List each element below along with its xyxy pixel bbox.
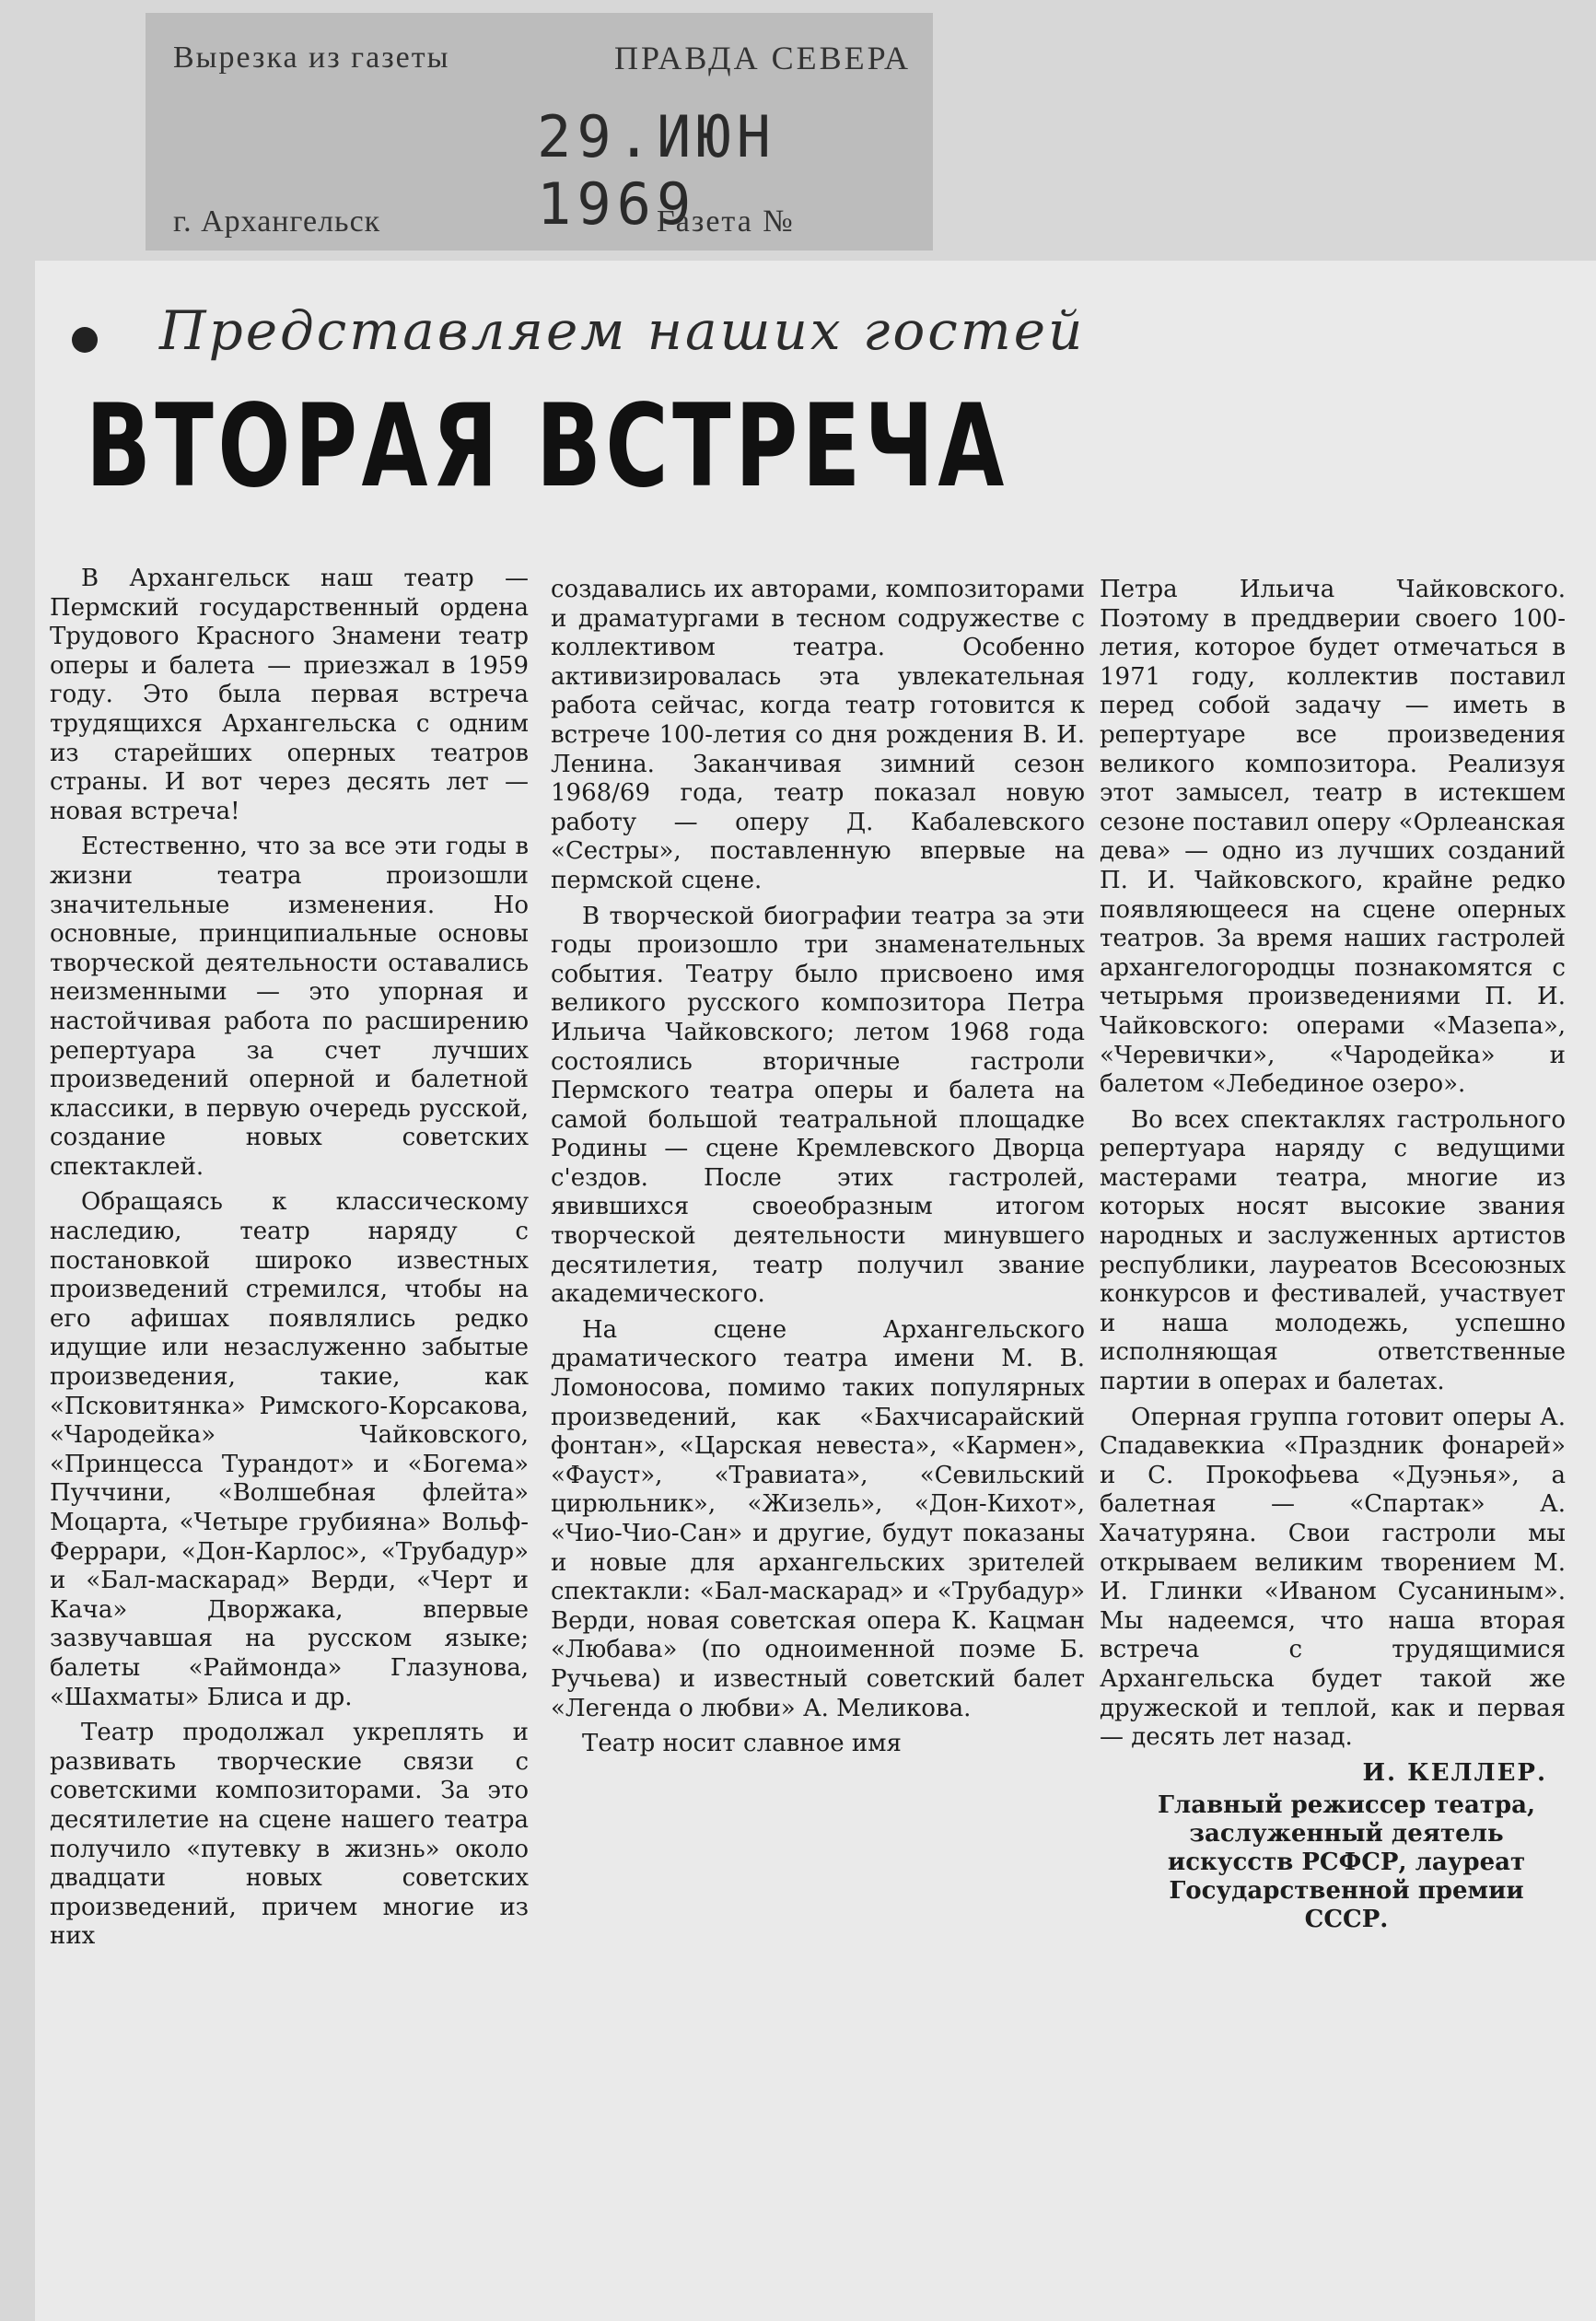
paragraph: Обращаясь к классическому наследию, театр наряду с постановкой широко известных произведений стремился, чтобы на его афишах появлялись редко идущие или незаслуженно забытые произведения, такие, как «Псковитянка» Римского-Корсакова, «Чародейка» Чайковского, «Принцесса Турандот» и «Богема» Пуччини, «Волшебная флейта» Моцарта, «Четыре грубияна» Вольф-Феррари, «Дон-Карлос», «Трубадур» и «Бал-маскарад» Верди, «Черт и Кача» Дворжака, впервые зазвучавшая на русском языке; балеты «Раймонда» Глазунова, «Шахматы» Блиса и др. bbox=[50, 1188, 529, 1711]
paragraph: создавались их авторами, композиторами и драматургами в тесном содружестве с коллективом театра. Особенно активизировалась эта увлекательная работа сейчас, когда театр готовится к встрече 100-летия со дня рождения В. И. Ленина. Заканчивая зимний сезон 1968/69 года, театр показал новую работу — оперу Д. Кабалевского «Сестры», поставленную впервые на пермской сцене. bbox=[551, 576, 1085, 894]
author-name: И. КЕЛЛЕР. bbox=[1362, 1758, 1547, 1787]
article-headline: ВТОРАЯ ВСТРЕЧА bbox=[86, 380, 1008, 513]
paragraph: Петра Ильича Чайковского. Поэтому в преддверии своего 100-летия, которое будет отмечаться в 1971 году, коллектив поставил перед собой задачу — иметь в репертуаре все произведения великого композитора. Реализуя этот замысел, театр в истекшем сезоне поставил оперу «Орлеанская дева» — одно из лучших созданий П. И. Чайковского, крайне редко появляющееся на сцене оперных театров. За время наших гастролей архангелогородцы познакомятся с четырьмя произведениями П. И. Чайковского: операми «Мазепа», «Черевички», «Чародейка» и балетом «Лебединое озеро». bbox=[1100, 576, 1566, 1099]
paragraph: Театр носит славное имя bbox=[582, 1730, 902, 1758]
label-issue: Газета № bbox=[657, 204, 795, 239]
article-column-2 bbox=[551, 576, 1085, 1766]
clipping-label bbox=[146, 13, 933, 251]
newspaper-article bbox=[35, 261, 1596, 2321]
paragraph: Театр продолжал укреплять и развивать творческие связи с советскими композиторами. За это десятилетие на сцене нашего театра получило «путевку в жизнь» около двадцати новых советских произведений, причем многие из них bbox=[50, 1719, 529, 1951]
paragraph: На сцене Архангельского драматического театра имени М. В. Ломоносова, помимо таких популярных произведений, как «Бахчисарайский фонтан», «Царская невеста», «Кармен», «Фауст», «Травиата», «Севильский цирюльник», «Жизель», «Дон-Кихот», «Чио-Чио-Сан» и другие, будут показаны и новые для архангельских зрителей спектакли: «Бал-маскарад» и «Трубадур» Верди, новая советская опера К. Кацман «Любава» (по одноименной поэме Б. Ручьева) и известный советский балет «Легенда о любви» А. Меликова. bbox=[551, 1315, 1085, 1722]
paragraph: Естественно, что за все эти годы в жизни театра произошли значительные изменения. Но основные, принципиальные основы творческой деятельности оставались неизменными — это упорная и настойчивая работа по расширению репертуара за счет лучших произведений оперной и балетной классики, в первую очередь русской, создание новых советских спектаклей. bbox=[50, 833, 529, 1181]
label-newspaper-name: ПРАВДА СЕВЕРА bbox=[613, 40, 911, 76]
article-rubric: Представляем наших гостей bbox=[159, 299, 1086, 362]
article-column-3 bbox=[1100, 576, 1566, 1934]
paragraph: Оперная группа готовит оперы А. Спадавеккиа «Праздник фонарей» и С. Прокофьева «Дуэнья», а балетная — «Спартак» А. Хачатуряна. Свои гастроли мы открываем великим творением М. И. Глинки «Иваном Сусаниным». Мы надеемся, что наша вторая встреча с трудящимися Архангельска будет такой же дружеской и теплой, как и первая — десять лет назад. bbox=[1100, 1403, 1566, 1752]
label-date-stamp: 29.ИЮН 1969 bbox=[537, 103, 776, 238]
paragraph: Во всех спектаклях гастрольного репертуара наряду с ведущими мастерами театра, многие из которых носят высокие звания народных и заслуженных артистов республики, лауреатов Всесоюзных конкурсов и фестивалей, участвует и наша молодежь, успешно исполняющая ответственные партии в операх и балетах. bbox=[1100, 1105, 1566, 1396]
label-city: г. Архангельск bbox=[173, 204, 381, 239]
bullet-icon bbox=[72, 327, 98, 353]
paragraph: В Архангельск наш театр — Пермский государственный ордена Трудового Красного Знамени театр оперы и балета — приезжал в 1959 году. Это была первая встреча трудящихся Архангельска с одним из старейших оперных театров страны. И вот через десять лет — новая встреча! bbox=[50, 565, 529, 825]
paragraph: В творческой биографии театра за эти годы произошло три знаменательных события. Театру было присвоено имя великого русского композитора Петра Ильича Чайковского; летом 1968 года состоялись вторичные гастроли Пермского театра оперы и балета на самой большой театральной площадке Родины — сцене Кремлевского Дворца с'ездов. После этих гастролей, явившихся своеобразным итогом творческой деятельности минувшего десятилетия, театр получил звание академического. bbox=[551, 902, 1085, 1309]
author-title: Главный режиссер театра, заслуженный деятель искусств РСФСР, лауреат Государственной премии СССР. bbox=[1157, 1791, 1535, 1934]
label-clipping-caption: Вырезка из газеты bbox=[173, 41, 450, 75]
article-column-1 bbox=[50, 565, 529, 1958]
